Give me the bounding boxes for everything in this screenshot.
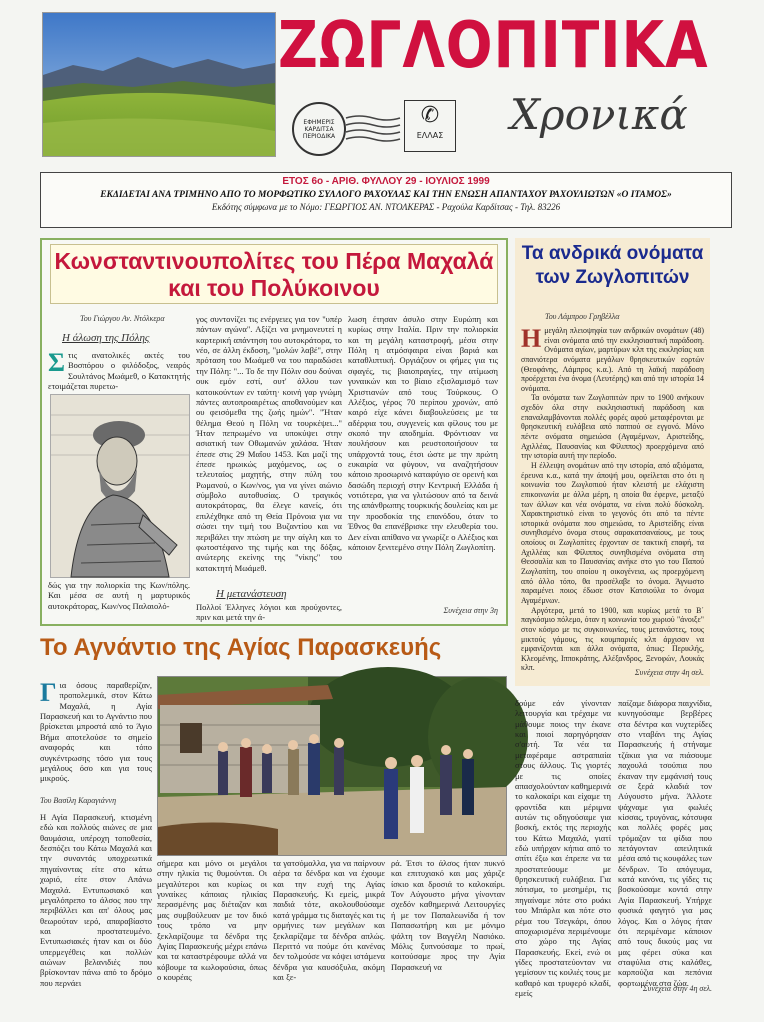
article2-p2: Τα ονόματα των Ζωγλοπιτών πριν το 1900 ανήκουν σχεδόν όλα στην εκκλησιαστική παράδοση και επαναλαμβάνονται πολλές φορές αφού μεταφέρονται με θρησκευτική ευλάβεια από παππού σε εγγονό. Μόνο πέντε ονόματα σημειώσα (Αγαμέμνων, Αριστείδης, Αχιλλέας, Παυσανίας και Φίλιππος) προερχόμενα από την ιστορία αυτή την περίοδο. [521, 393, 704, 461]
article3-col6: παίζαμε διάφορα παιχνίδια, κυνηγούσαμε βερβέρες στα δέντρα και νυχτερίδες στο νταβάνι της Αγίας Παρασκευής ή στήναμε τζάκια για να πιάσουμε παχουλά τσούπια που έκαναν την εμφάνισή τους σε ξερά κλαδιά τον Αύγουστο μήνα. Άλλοτε ψάχναμε για φωλιές κίσσας, τρυγόνας, κότσυφα και πολλές φορές μας τρόμαζαν τα φίδια που πετάγονταν απειλητικά μέσα από τις κουφάλες των δένδρων. Το απόγευμα, κατά κανόνα, τις γίδες τις βοσκούσαμε κοντά στην Αγία Παρασκευή. Υπήρχε φυσικά φαγητό για μας λόγος. Και ο λόγος ήταν ότι περιμέναμε κάποιον από τους δικούς μας να μας φέρει σύκα και σταφύλια στις καλάθες, καρπούζια και πεπόνια φορτωμένα στα ζώα. [618, 698, 712, 988]
article1-subhead2: Η μετανάστευση [216, 588, 287, 600]
post-horn-icon: ✆ [420, 103, 440, 128]
stamp-text: ΕΦΗΜΕΡΙΣ ΚΑΡΔΙΤΣΑ ΠΕΡΙΟΔΙΚΑ [302, 118, 336, 140]
article2-p4: Αργότερα, μετά το 1900, και κυρίως μετά το Β΄ παγκόσμιο πόλεμο, όταν η κοινωνία του χωριού "άνοιξε" στον κόσμο με τις συγκοινωνίες, τους μετανάστες, τους μικτούς γάμους, τις κουμπαριές κλπ άρχισαν να εμφανίζονται και άλλα ονόματα, όπως: Περικλής, Κλεομένης, Ιπποκράτης, Αλέξανδρος, Ξενοφών, Λουκάς κλπ. [521, 605, 704, 673]
article3-title: Το Αγνάντιο της Αγίας Παρασκευής [40, 634, 442, 661]
article2-p3: Η έλλειψη ονομάτων από την ιστορία, από αξιόματα, έρευνα κ.α., κατά την άποψή μου, οφείλεται στο ότι η κοινωνία του Ζωγλοπιού ήταν κλειστή με ελάχιστη επικοινωνία με άλλα μέρη, η οποία θα έφερνε, μεταξύ των άλλων και νέα ονόματα, να είναι πολύ δύσκολη. Χαρακτηριστικό είναι το γεγονός ότι από τα πέντε ιστορικά ονόματα που σημειώσα, το Αριστείδης είναι συνηθισμένο όνομα στους σαρακατσαναίους, με τους οποίους οι Ζωγλοπίτες έρχονταν σε τακτική επαφή, τα Αχιλλέας και Φίλιππος συνηθισμένα ονόματα στη Θεσσαλία και το Παυσανίας ανήκε στο γιο του Παπού Ζωγλοπίτη, του οποίου η οικογένεια, ως προερχόμενη από άλλο τόπο, θα προσέλαβε το όνομα. Άγνωστο παραμένει ποιος έδωσε στον Κατσιούλα το όνομα Αγαμέμνων. [521, 460, 704, 605]
article2-continued: Συνέχεια στην 4η σελ. [634, 668, 704, 677]
article1-intro-text: τις ανατολικές ακτές του Βοσπόρου ο φιλόδοξος, νεαρός Σουλτάνος Μωάμεθ, ο Κατακτητής ετοιμάζεται πυρετω- [48, 350, 190, 392]
article1-caption: δώς για την πολιορκία της Κων/πόλης. Και μέσα σε αυτή η μαρτυρικός αυτοκράτορας, Κων/νος Παλαιολό- [48, 580, 190, 611]
postmark-lines [346, 112, 400, 142]
article3-col4: ρά. Έτσι το άλσος ήταν πυκνό και επιτυχιακό και μας χάριζε ίσκιο και δροσιά το καλοκαίρι. Τον Αύγουστο μήνα γίνονταν σχεδόν καθημερινά Λειτουργίες ή με τον Παπαλεωνίδα ή τον Παπασωτήρη και με μόνιμο ψάλτη τον Βαγγέλη Νασιόκο. Μόλις ξυπνούσαμε το πρωί, κοιτούσαμε προς την Αγία Παρασκευή να [391, 858, 505, 972]
article3-continued: Συνέχεια στην 4η σελ. [642, 984, 712, 993]
editor-line: Εκδότης σύμφωνα με το Νόμο: ΓΕΩΡΓΙΟΣ ΑΝ. ΝΤΟΛΚΕΡΑΣ - Ραχούλα Καρδίτσας - Τηλ. 83226 [211, 202, 561, 212]
article1-subhead1: Η άλωση της Πόλης [62, 332, 150, 344]
article3-col3: τα γατσόμαλλα, για να παίρνουν αέρα τα δένδρα και να έχουμε και την ευχή της Αγίας Παρασκευής. Κι εμείς, μικρά παιδιά τότε, ακολουθούσαμε κατά γράμμα τις διαταγές και τις ορμήνιες των μεγάλων και ξεκλαρίζαμε τα δένδρα απλώς. Περιττό να πούμε ότι κανένας δεν τολμούσε να κόψει ιστάμενα δένδρα για καυσόξυλα, ακόμη και ξε- [273, 858, 385, 982]
emperor-engraving [50, 394, 190, 578]
dropcap: Γ [40, 678, 57, 707]
dropcap: Σ [48, 348, 65, 377]
article1-byline: Του Γιώργου Αν. Ντόλκερα [80, 314, 165, 323]
article1-intro [48, 350, 190, 394]
publisher-line: ΕΚΔΙΔΕΤΑΙ ΑΝΑ ΤΡΙΜΗΝΟ ΑΠΟ ΤΟ ΜΟΡΦΩΤΙΚΟ ΣΥΛΛΟΓΟ ΡΑΧΟΥΛΑΣ ΚΑΙ ΤΗΝ ΕΝΩΣΗ ΑΠΑΝΤΑΧΟΥ ΡΑΧΟΥΛΙΩΤΩΝ «Ο ΙΤΑΜΟΣ» [100, 190, 672, 200]
dropcap: Η [521, 324, 542, 353]
article-male-names [515, 238, 710, 686]
article3-col5: δούμε εάν γίνονταν λειτουργία και τρέχαμε να μάθουμε ποιος την έκανε και ποιοί παρηγόρησαν σ'αυτή. Τα νέα τα μεταφέραμε αστραπιαία στους άλλους. Τις γιορτές με τις οποίες απασχολούνταν καθημερινά το καλοκαίρι και είχαμε τη φροντίδα και μέριμνα αυτών τις οδηγούσαμε για βοσκή, εκτός της περιοχής του Κάτω Μαχαλά, γιατί εδώ υπήρχαν κήπια από το σπίτι έξω και έπρεπε να τα προστατεύουμε με θρησκευτική ευλάβεια. Για πότισμα, το μεσημέρι, τις πηγαίναμε πότε στο ρυάκι του Μπάρλα και πότε στο ρέμα του Τσεγκάρι, όπου αποχωρισμένα περιμένουμε στο χώρο της Αγίας Παρασκευής. Εκεί, ενώ οι γίδες προστατεύονταν να γεμίσουν τις κοιλιές τους με καθαρό και τρυφερό κλαδί, εμείς [515, 698, 612, 999]
article3-col1: Η Αγία Παρασκευή, κτισμένη εδώ και πολλούς αιώνες σε μια θαυμάσια, υπέροχη τοποθεσία, δεσπόζει του Κάτω Μαχαλά και την συναντάς υποχρεωτικά πηγαίνοντας είτε στο κάτω χωριό, είτε στον Απάνω Μαχαλά. Εντυπωσιακό και μεγαλόπρεπο το άλσος που την περιβάλλει και απ' όλους μας θεωρούταν ιερό, απαραβίαστο και προστατευμένο. Εντυπωσιακές ήταν και οι δύο υπερμεγέθεις και πολλών αιώνων βελανιδιές που βρίσκονταν πάνω από το δρόμο που περνάει [40, 812, 152, 988]
article1-col3: λωση έτησαν άσυλο στην Ευρώπη και κυρίως στην Ιταλία. Πριν την πολιορκία και τη μεγάλη καταστροφή, μέσα στην Πόλη η ατμόσφαιρα είναι βαριά και καταθλιπτική. Οργιάζουν οι φήμες για τις σφαγές, τις βιαιοπραγίες, την ατίμωση γυναικών και το βίαιο εξισλαμισμό των Χριστιανών από τους Τούρκους. Ο Αλέξιος, γέρος 70 περίπου χρονών, από καιρό είχε κάνει διαβουλεύσεις με τα αδέρφια του, συγγενείς και φίλους του με σκοπό την αποδημία. Φρόντισαν να πουλήσουν και ρευστοποιήσουν τα υπάρχοντά τους, έτσι ώστε με την πρώτη ευκαιρία να φύγουν, να αναζητήσουν κάποιο προσωρινό καταφύγιο σε ορεινή και δασώδη περιοχή στην Κεντρική Ελλάδα ή νοτιότερα, για να γλιτώσουν από τα δεινά της απάνθρωπης τουρκικής δουλείας και με την προσδοκία της επανόδου, όταν το Έθνος θα επανέβρισκε την ελευθερία του. Δεν είναι απίθανο να γνωρίζε ο Αλέξιος και κάποιον ξενιτεμένο στην Πόλη Ζωγλοπίτη. [348, 314, 498, 552]
article2-title: Τα ανδρικά ονόματα των Ζωγλοπιτών [521, 243, 704, 288]
article1-col2-tail: Πολλοί Έλληνες λόγιοι και προύχοντες, πριν και μετά την ά- [196, 602, 342, 623]
article1-col2: γος συντονίζει τις ενέργειες για τον "υπέρ πάντων αγώνα". Αξίζει να μνημονευτεί η καρτερική απάντηση του αυτοκράτορα, το νέο, σε άλλη έκδοση, "μολών λαβέ", στην πρόταση του Μωάμεθ να του παραδώσει την Πόλη: "... Το δε την Πόλιν σου δούναι ουκ εμόν εστί, ουτ' άλλου των κατοικούντων εν ταύτη· κοινή γαρ γνώμη πάντες αυτοπροαιρέτως αποθανούμεν και ου φεισόμεθα της ζωής ημών". "Ήταν θέλημα Θεού η Πόλη να τουρκέψει..." Ήταν πεπρωμένο να υποκύψει στην ασιατική των Οθωμανών χαλάσα. Ήταν έπεσε στις 29 Μαΐου 1453. Και μαζί της έπεσε ηρωικώς μαχόμενος, ως ο τελευταίος μαχητής, στην πύλη του Ρωμανού, ο Κων/νος, για να γίνει αιώνιο σύμβολο αυτοθυσίας. Ο τραγικός αυτοκράτορας, θα έλεγε κανείς, ότι επιλέχθηκε από τη Θεία Πρόνοια για να σώσει την τιμή του Βυζαντίου και να περιβάλει την πτώση με την αίγλη και το φωτοστέφανο της τιμής και της δόξας, ανώτερης εκείνης της "νίκης" του κατακτητή Μωάμεθ. [196, 314, 342, 573]
article3-intro [40, 680, 152, 790]
article1-continued: Συνέχεια στην 3η [443, 606, 498, 615]
masthead-subtitle: Χρονικά [510, 90, 688, 139]
masthead-title: ΖΩΓΛΟΠΙΤΙΚΑ [278, 9, 709, 83]
landscape-photo [42, 12, 276, 157]
stamp-seal [292, 102, 346, 156]
post-label: ΕΛΛΑΣ [416, 131, 444, 140]
article3-col2: σήμερα και μόνο οι μεγάλοι στην ηλικία τις θυμούνται. Οι μεγαλύτεροι και κυρίως οι γυναίκες κάποιας ηλικίας περασμένης μας διέταζαν και μας συμβούλευαν με τον δικό τους τρόπο να μην ξεκλαρίζουμε τα δένδρα της Αγίας Παρασκευής μέχρι επάνω και τα καταστρέφουμε αλλά να κόβουμε τα κωλοφούσια, όπως ο κουρέας [157, 858, 267, 982]
church-photo [157, 676, 507, 856]
article2-byline: Του Λάμπρου Γρηβέλλα [545, 312, 620, 321]
article3-byline: Του Βασίλη Καραγιάννη [40, 796, 117, 805]
article1-title: Κωνσταντινουπολίτες του Πέρα Μαχαλά και του Πολύκοινου [50, 244, 498, 304]
article-constantinople [40, 238, 508, 626]
issue-box [40, 172, 732, 228]
post-logo [404, 100, 456, 152]
article2-p1: μεγάλη πλειοψηφία των ανδρικών ονομάτων (48) είναι ονόματα από την εκκλησιαστική παράδοση. Ονόματα αγίων, μαρτύρων κλπ της εκκλησίας και σπανιότερα ονόματα μεγάλων θρησκευτικών εορτών (Θεοφάνης, Λάμπρος κ.α.). Από τη λαϊκή παράδοση προέρχεται ένα όνομα (Λευτέρης) και από την ιστορία 14 ονόματα. [521, 326, 704, 393]
article3-intro-text: ια όσους παραθερίζαν, προπολεμικά, στον Κάτω Μαχαλά, η Αγία Παρασκευή και το Αγνάντιο που βρίσκεται μπροστά από το Άγιο Βήμα αποτελούσε το σημείο αναφοράς και τόπο συγκέντρωσης τόσο για τους μεγάλους όσο και για τους μικρούς. [40, 680, 152, 784]
issue-line: ΕΤΟΣ 6ο - ΑΡΙΘ. ΦΥΛΛΟΥ 29 - ΙΟΥΛΙΟΣ 1999 [282, 176, 490, 187]
